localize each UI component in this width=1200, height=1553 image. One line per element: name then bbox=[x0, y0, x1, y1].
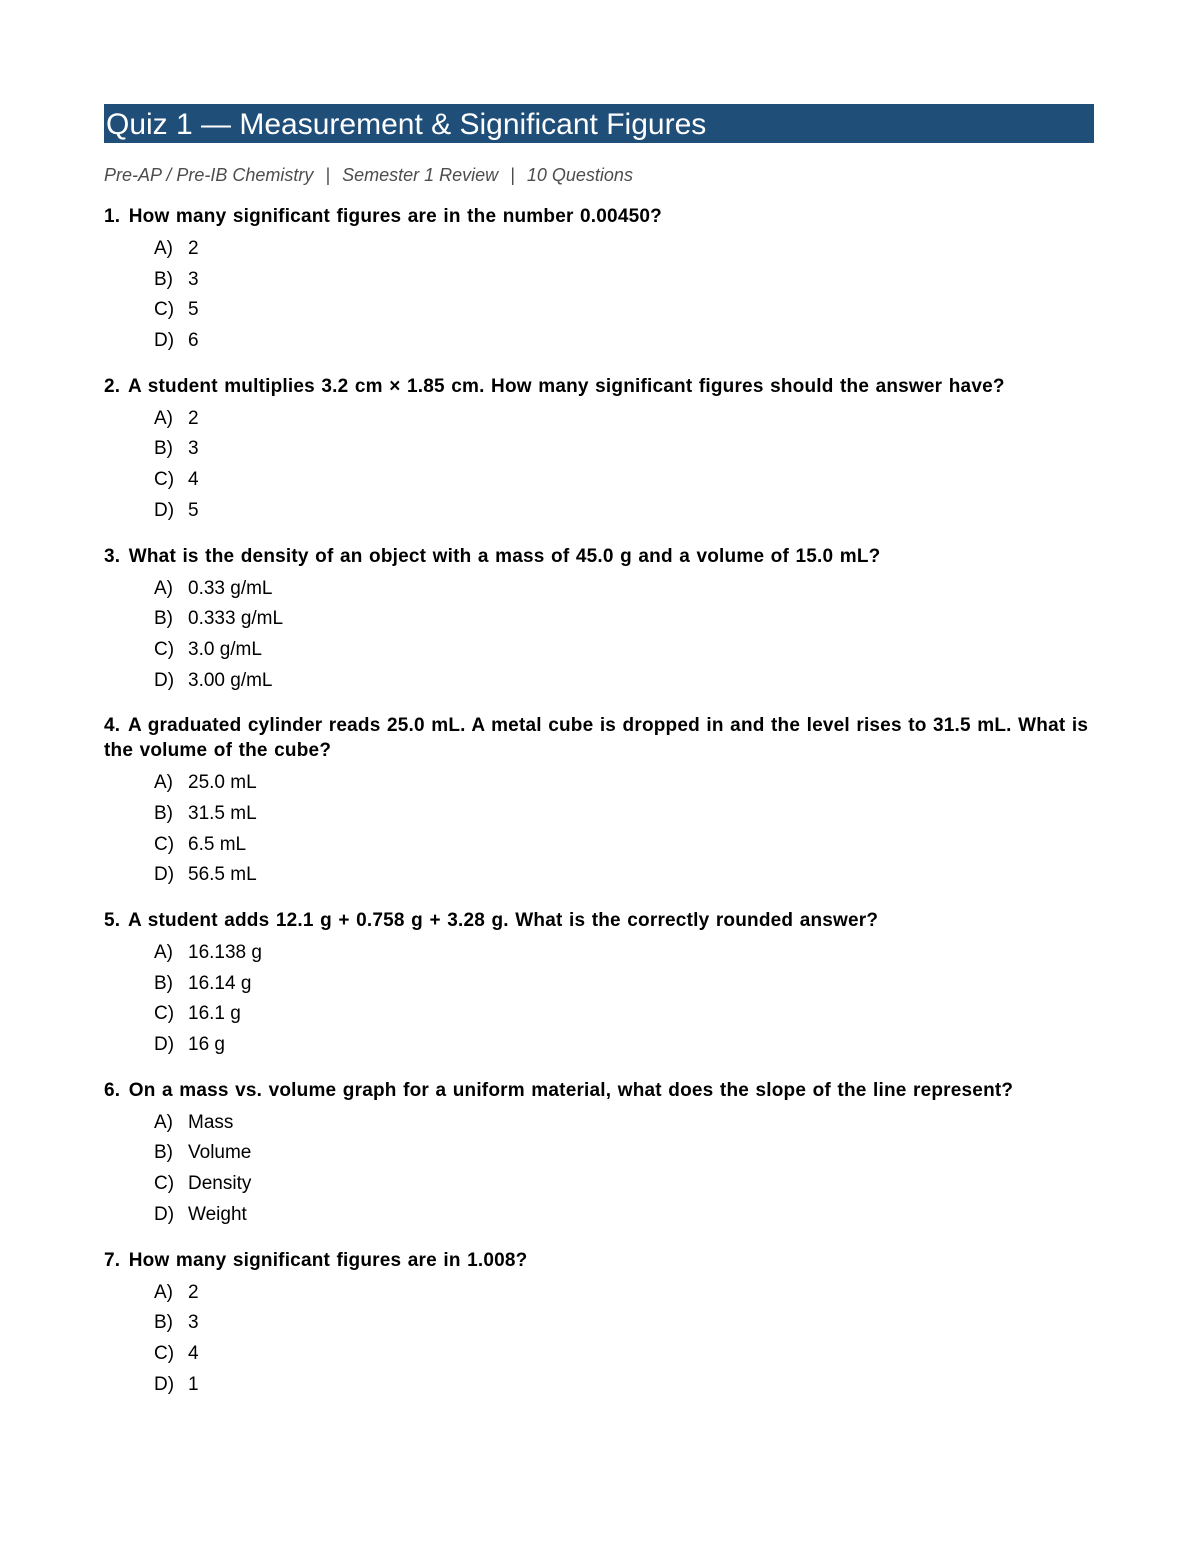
option-text: 4 bbox=[188, 469, 199, 491]
question-number: 1. bbox=[104, 206, 121, 227]
option-letter: C) bbox=[154, 1342, 175, 1364]
question-text bbox=[104, 908, 1094, 933]
answer-option bbox=[154, 999, 1094, 1030]
answer-option bbox=[154, 1200, 1094, 1231]
option-text: 3 bbox=[188, 1312, 199, 1334]
answer-option bbox=[154, 1030, 1094, 1061]
option-text: 6.5 mL bbox=[188, 833, 247, 855]
option-letter: A) bbox=[154, 238, 173, 259]
option-text: 3.00 g/mL bbox=[188, 669, 273, 691]
option-letter: B) bbox=[154, 438, 173, 460]
answer-option bbox=[154, 234, 1094, 265]
answer-option bbox=[154, 1278, 1094, 1309]
option-text: 16 g bbox=[188, 1034, 225, 1056]
option-text: 31.5 mL bbox=[188, 802, 257, 824]
subtitle-separator: | bbox=[510, 165, 515, 185]
option-letter: C) bbox=[154, 299, 175, 321]
answer-option bbox=[154, 434, 1094, 465]
subtitle-unit: Semester 1 Review bbox=[342, 165, 499, 185]
option-text: 16.14 g bbox=[188, 972, 252, 994]
subtitle-question-count: 10 Questions bbox=[526, 165, 633, 185]
option-text: 5 bbox=[188, 499, 199, 521]
subtitle-course: Pre-AP / Pre-IB Chemistry bbox=[104, 165, 314, 185]
answer-options bbox=[104, 1108, 1094, 1231]
option-letter: A) bbox=[154, 1281, 173, 1303]
answer-options bbox=[104, 1278, 1094, 1401]
answer-option bbox=[154, 1138, 1094, 1169]
question-number: 4. bbox=[104, 715, 121, 737]
question-1 bbox=[104, 204, 1094, 357]
answer-option bbox=[154, 938, 1094, 969]
question-prompt: What is the density of an object with a mass of 45.0 g and a volume of 15.0 mL? bbox=[128, 545, 881, 567]
option-text: 2 bbox=[188, 1281, 199, 1303]
option-letter: C) bbox=[154, 1003, 175, 1025]
option-text: Weight bbox=[188, 1203, 247, 1225]
answer-option bbox=[154, 465, 1094, 496]
answer-option bbox=[154, 666, 1094, 697]
question-prompt: A student adds 12.1 g + 0.758 g + 3.28 g. What is the correctly rounded answer? bbox=[128, 910, 879, 931]
page-title: Quiz 1 — Measurement & Significant Figures bbox=[104, 104, 1094, 143]
option-letter: C) bbox=[154, 833, 175, 855]
option-letter: B) bbox=[154, 268, 173, 290]
option-letter: A) bbox=[154, 1111, 173, 1133]
option-text: 2 bbox=[188, 238, 199, 259]
option-letter: A) bbox=[154, 407, 173, 429]
option-letter: A) bbox=[154, 577, 173, 599]
option-text: 0.33 g/mL bbox=[188, 577, 273, 599]
option-letter: B) bbox=[154, 802, 173, 824]
answer-options bbox=[104, 234, 1094, 357]
option-letter: D) bbox=[154, 669, 175, 691]
answer-option bbox=[154, 574, 1094, 605]
question-3 bbox=[104, 544, 1094, 697]
question-number: 3. bbox=[104, 545, 121, 567]
option-text: 25.0 mL bbox=[188, 772, 257, 794]
option-letter: D) bbox=[154, 330, 175, 352]
question-text bbox=[104, 204, 1094, 229]
option-letter: A) bbox=[154, 772, 173, 794]
answer-options bbox=[104, 768, 1094, 891]
question-text bbox=[104, 544, 1094, 569]
answer-option bbox=[154, 969, 1094, 1000]
answer-option bbox=[154, 404, 1094, 435]
question-prompt: How many significant figures are in the number 0.00450? bbox=[128, 206, 662, 227]
option-text: 0.333 g/mL bbox=[188, 608, 284, 630]
answer-option bbox=[154, 326, 1094, 357]
answer-option bbox=[154, 1169, 1094, 1200]
question-prompt: A graduated cylinder reads 25.0 mL. A metal cube is dropped in and the level rises to 31.5 mL. What is the volume of the cube? bbox=[104, 715, 1089, 762]
question-prompt: A student multiplies 3.2 cm × 1.85 cm. How many significant figures should the answer have? bbox=[128, 375, 1005, 397]
subtitle-separator: | bbox=[325, 165, 331, 185]
option-text: Mass bbox=[188, 1111, 234, 1133]
answer-option bbox=[154, 1308, 1094, 1339]
question-text bbox=[104, 713, 1094, 763]
option-letter: D) bbox=[154, 1034, 175, 1056]
option-letter: B) bbox=[154, 972, 173, 994]
option-text: 4 bbox=[188, 1342, 199, 1364]
option-letter: D) bbox=[154, 1203, 175, 1225]
answer-option bbox=[154, 860, 1094, 891]
answer-option bbox=[154, 635, 1094, 666]
question-text bbox=[104, 1078, 1094, 1103]
answer-option bbox=[154, 265, 1094, 296]
answer-options bbox=[104, 938, 1094, 1061]
question-6 bbox=[104, 1078, 1094, 1231]
option-text: 16.1 g bbox=[188, 1003, 241, 1025]
question-number: 6. bbox=[104, 1079, 121, 1101]
option-text: 1 bbox=[188, 1373, 199, 1395]
answer-option bbox=[154, 830, 1094, 861]
option-letter: D) bbox=[154, 499, 175, 521]
option-letter: D) bbox=[154, 864, 175, 886]
option-text: 2 bbox=[188, 407, 199, 429]
question-number: 2. bbox=[104, 375, 121, 397]
option-text: 3 bbox=[188, 438, 199, 460]
question-number: 5. bbox=[104, 910, 121, 931]
question-list bbox=[104, 204, 1094, 1400]
option-letter: B) bbox=[154, 608, 173, 630]
answer-option bbox=[154, 496, 1094, 527]
answer-option bbox=[154, 768, 1094, 799]
question-prompt: How many significant figures are in 1.008? bbox=[128, 1249, 528, 1271]
answer-option bbox=[154, 1108, 1094, 1139]
question-5 bbox=[104, 908, 1094, 1061]
question-text bbox=[104, 1248, 1094, 1273]
subtitle bbox=[104, 162, 1094, 188]
question-text bbox=[104, 374, 1094, 399]
option-text: 3.0 g/mL bbox=[188, 638, 262, 660]
option-letter: B) bbox=[154, 1142, 173, 1164]
option-letter: A) bbox=[154, 942, 173, 963]
answer-option bbox=[154, 1339, 1094, 1370]
answer-option bbox=[154, 1370, 1094, 1401]
option-letter: C) bbox=[154, 638, 175, 660]
answer-options bbox=[104, 574, 1094, 697]
option-text: 56.5 mL bbox=[188, 864, 257, 886]
option-text: 5 bbox=[188, 299, 199, 321]
answer-option bbox=[154, 295, 1094, 326]
question-prompt: On a mass vs. volume graph for a uniform material, what does the slope of the line represent? bbox=[128, 1079, 1014, 1101]
question-7 bbox=[104, 1248, 1094, 1401]
option-letter: D) bbox=[154, 1373, 175, 1395]
option-text: Density bbox=[188, 1173, 252, 1195]
question-2 bbox=[104, 374, 1094, 527]
option-text: Volume bbox=[188, 1142, 252, 1164]
answer-option bbox=[154, 604, 1094, 635]
option-text: 6 bbox=[188, 330, 199, 352]
option-text: 3 bbox=[188, 268, 199, 290]
question-4 bbox=[104, 713, 1094, 891]
option-letter: B) bbox=[154, 1312, 173, 1334]
option-letter: C) bbox=[154, 469, 175, 491]
answer-option bbox=[154, 799, 1094, 830]
question-number: 7. bbox=[104, 1249, 121, 1271]
quiz-page bbox=[104, 104, 1094, 1417]
option-letter: C) bbox=[154, 1173, 175, 1195]
option-text: 16.138 g bbox=[188, 942, 262, 963]
answer-options bbox=[104, 404, 1094, 527]
